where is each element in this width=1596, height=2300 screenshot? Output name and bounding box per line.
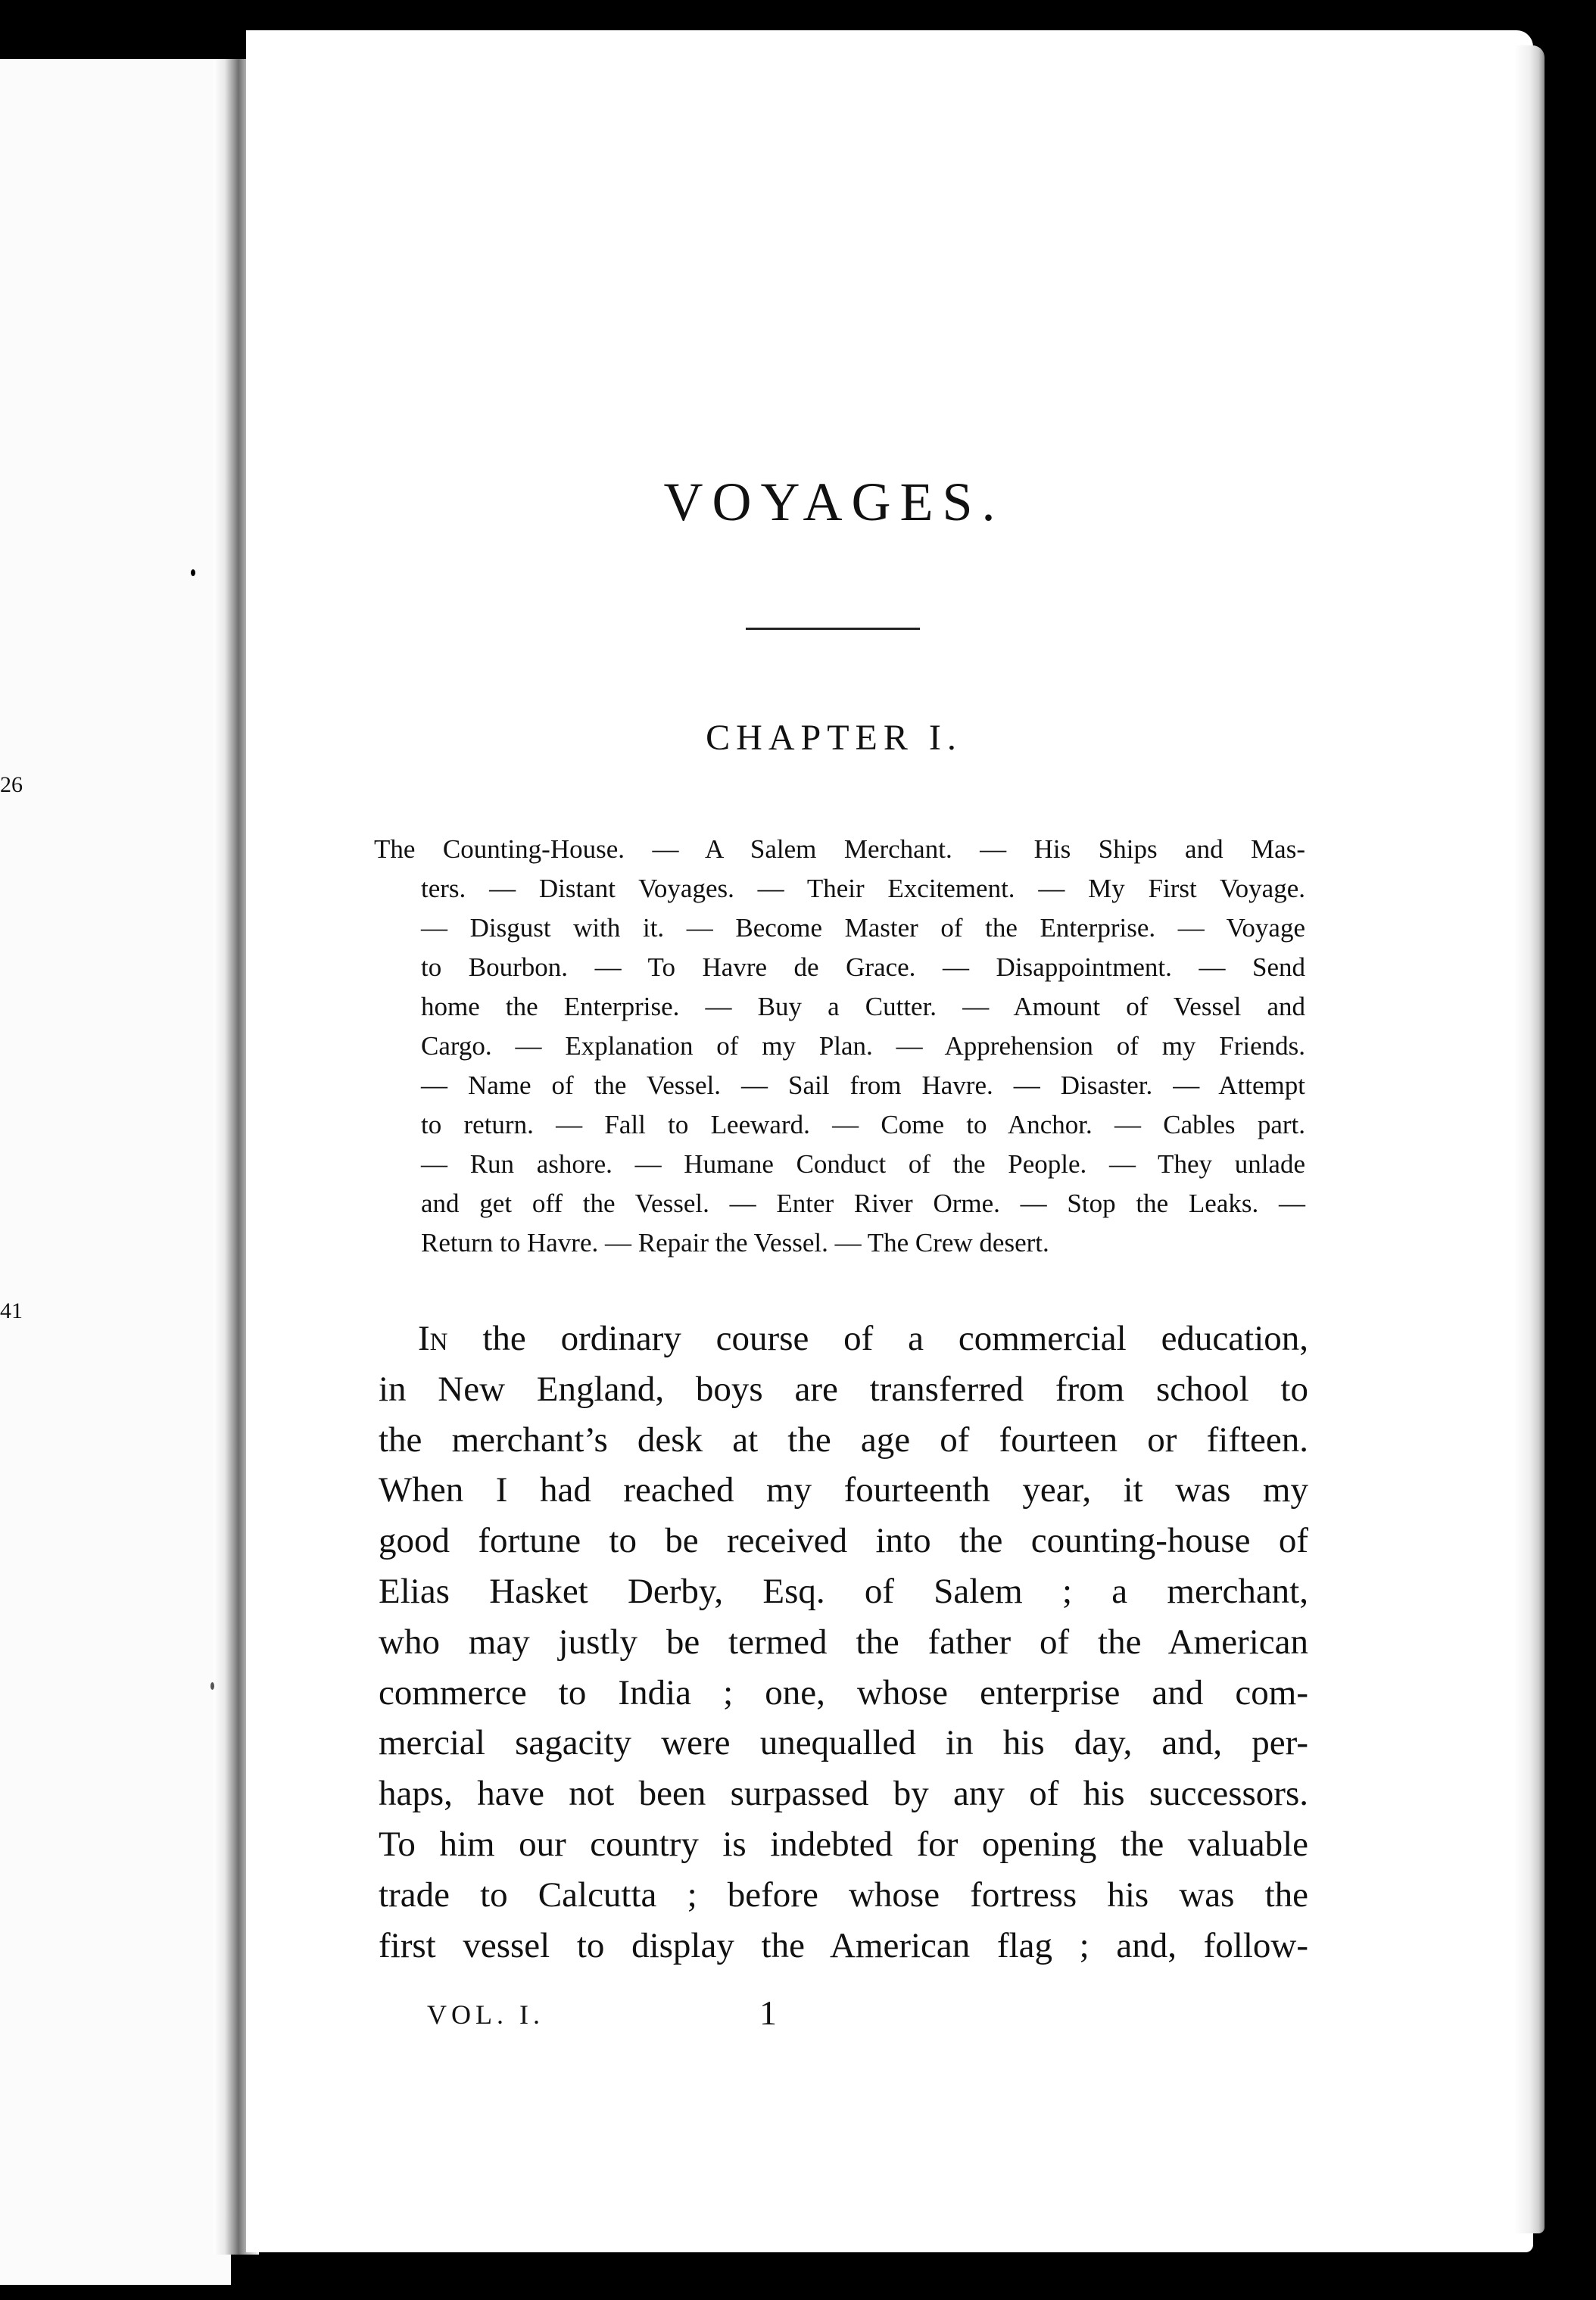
summary-line: to return. — Fall to Leeward. — Come to Anchor. — Cables part.: [421, 1110, 1305, 1139]
body-line: Elias Hasket Derby, Esq. of Salem ; a merchant,: [379, 1571, 1308, 1611]
chapter-summary: [374, 830, 1305, 1263]
body-line: [379, 1314, 1308, 1364]
body-line: haps, have not been surpassed by any of his successors.: [379, 1774, 1308, 1814]
body-line: first vessel to display the American flag ; and, follow-: [379, 1925, 1308, 1965]
signature-mark: 1: [759, 1993, 777, 2032]
body-line: good fortune to be received into the counting-house of: [379, 1521, 1308, 1561]
body-line: When I had reached my fourteenth year, it was my: [379, 1470, 1308, 1510]
page-edge-shadow: [1514, 45, 1545, 2233]
body-text: [379, 1314, 1308, 1971]
body-line: who may justly be termed the father of the American: [379, 1622, 1308, 1662]
body-line: trade to Calcutta ; before whose fortress his was the: [379, 1875, 1308, 1915]
body-line: the merchant’s desk at the age of fourteen or fifteen.: [379, 1420, 1308, 1460]
chapter-heading: CHAPTER I.: [706, 718, 962, 758]
body-line: mercial sagacity were unequalled in his day, and, per-: [379, 1723, 1308, 1763]
ink-speck: [1554, 165, 1557, 172]
summary-line: ters. — Distant Voyages. — Their Excitement. — My First Voyage.: [421, 874, 1305, 903]
body-line: in New England, boys are transferred from school to: [379, 1369, 1308, 1409]
summary-line: The Counting-House. — A Salem Merchant. — His Ships and Mas-: [374, 834, 1305, 864]
summary-line: — Run ashore. — Humane Conduct of the People. — They unlade: [421, 1149, 1305, 1179]
ink-speck: [191, 569, 195, 576]
volume-marker: VOL. I.: [427, 1999, 544, 2030]
drop-word: In: [418, 1319, 448, 1358]
summary-line: and get off the Vessel. — Enter River Orme. — Stop the Leaks. —: [421, 1189, 1305, 1218]
left-page-edge: [0, 59, 231, 2285]
summary-line: — Disgust with it. — Become Master of the Enterprise. — Voyage: [421, 913, 1305, 943]
summary-line: home the Enterprise. — Buy a Cutter. — Amount of Vessel and: [421, 992, 1305, 1021]
left-page-number-fragment: 26: [0, 772, 23, 797]
book-title: VOYAGES.: [663, 472, 1005, 532]
body-line-text: the ordinary course of a commercial education,: [482, 1319, 1309, 1358]
ink-speck: [210, 1682, 214, 1690]
title-divider: [746, 628, 920, 630]
summary-line: to Bourbon. — To Havre de Grace. — Disappointment. — Send: [421, 952, 1305, 982]
summary-line: Return to Havre. — Repair the Vessel. — The Crew desert.: [421, 1228, 1049, 1258]
summary-line: Cargo. — Explanation of my Plan. — Apprehension of my Friends.: [421, 1031, 1305, 1061]
summary-line: — Name of the Vessel. — Sail from Havre. — Disaster. — Attempt: [421, 1071, 1305, 1100]
left-page-number-fragment: 41: [0, 1298, 23, 1323]
body-line: To him our country is indebted for opening the valuable: [379, 1824, 1308, 1864]
body-line: commerce to India ; one, whose enterprise and com-: [379, 1672, 1308, 1713]
